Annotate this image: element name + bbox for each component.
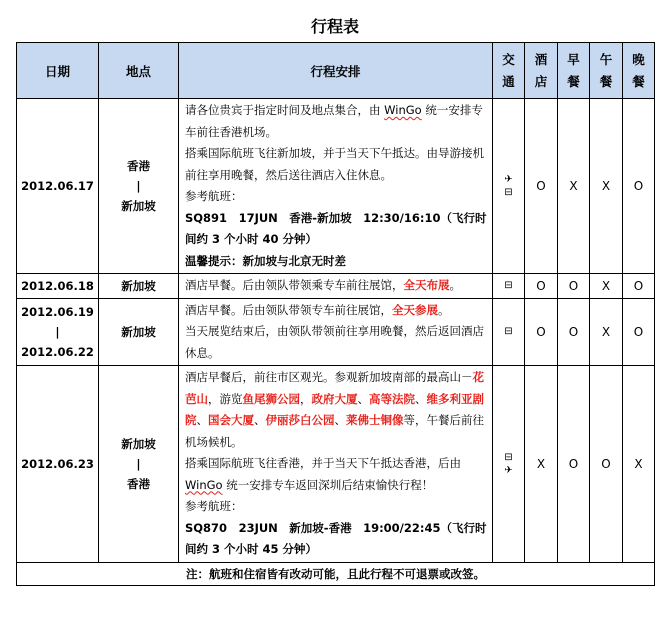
header-schedule: 行程安排 [179, 43, 493, 99]
footer-row [17, 562, 655, 585]
bus-icon: ⊟ [504, 280, 513, 292]
page-title: 行程表 [310, 17, 359, 36]
row-lunch: X [590, 298, 623, 366]
airplane-icon: ✈ [504, 174, 513, 185]
row-lunch: O [590, 366, 623, 563]
row-schedule: 请各位贵宾于指定时间及地点集合，由 WinGo 统一安排专车前往香港机场。 搭乘国际航班飞往新加坡，并于当天下午抵达。由导游接机前往享用晚餐，然后送往酒店入住休息。 参考航班： SQ891 17JUN 香港-新加坡 12:30/16:10（飞行时间约 3 个小时 40 分钟） 温馨提示：新加坡与北京无时差 [179, 99, 493, 274]
row-schedule: 酒店早餐。后由领队带领乘专车前往展馆，全天布展。 [179, 274, 493, 299]
row-hotel: X [525, 366, 558, 563]
row-schedule: 酒店早餐。后由领队带领专车前往展馆，全天参展。 当天展览结束后，由领队带领前往享用晚餐，然后返回酒店休息。 [179, 298, 493, 366]
row-breakfast: X [558, 99, 590, 274]
row-location: 新加坡 [99, 274, 179, 299]
row-location: 新加坡 [99, 298, 179, 366]
bus-icon: ⊟ [504, 451, 513, 463]
row-location: 香港 | 新加坡 [99, 99, 179, 274]
row-breakfast: O [558, 366, 590, 563]
itinerary-table [16, 42, 655, 586]
header-lunch: 午餐 [590, 43, 623, 99]
row-date: 2012.06.23 [17, 366, 99, 563]
row-breakfast: O [558, 274, 590, 299]
table-row [17, 298, 655, 366]
header-date: 日期 [17, 43, 99, 99]
row-date: 2012.06.17 [17, 99, 99, 274]
header-location: 地点 [99, 43, 179, 99]
header-transport: 交通 [493, 43, 525, 99]
bus-icon: ⊟ [504, 326, 513, 338]
row-dinner: O [623, 274, 655, 299]
row-date: 2012.06.18 [17, 274, 99, 299]
table-row [17, 99, 655, 274]
row-dinner: X [623, 366, 655, 563]
row-hotel: O [525, 298, 558, 366]
row-lunch: X [590, 274, 623, 299]
row-schedule: 酒店早餐后，前往市区观光。参观新加坡南部的最高山－花芭山，游览鱼尾狮公园，政府大厦、高等法院、维多利亚剧院、国会大厦、伊丽莎白公园、莱佛士铜像等，午餐后前往机场候机。 搭乘国际航班飞往香港，并于当天下午抵达香港，后由 WinGo 统一安排专车返回深圳后结束愉快行程！ 参考航班： SQ870 23JUN 新加坡-香港 19:00/22:45（飞行时间约 3 个小时 45 分钟） [179, 366, 493, 563]
bus-icon: ⊟ [504, 187, 513, 198]
row-dinner: O [623, 298, 655, 366]
table-row [17, 366, 655, 563]
header-breakfast: 早餐 [558, 43, 590, 99]
row-transport [493, 274, 525, 299]
header-dinner: 晚餐 [623, 43, 655, 99]
header-hotel: 酒店 [525, 43, 558, 99]
row-lunch: X [590, 99, 623, 274]
row-transport [493, 99, 525, 274]
row-transport [493, 298, 525, 366]
footer-note: 注：航班和住宿皆有改动可能，且此行程不可退票或改签。 [17, 562, 655, 585]
row-breakfast: O [558, 298, 590, 366]
row-dinner: O [623, 99, 655, 274]
row-hotel: O [525, 274, 558, 299]
airplane-icon: ✈ [504, 464, 513, 476]
row-transport [493, 366, 525, 563]
table-row [17, 274, 655, 299]
header-row [17, 43, 655, 99]
row-hotel: O [525, 99, 558, 274]
row-location: 新加坡 | 香港 [99, 366, 179, 563]
row-date: 2012.06.19 | 2012.06.22 [17, 298, 99, 366]
